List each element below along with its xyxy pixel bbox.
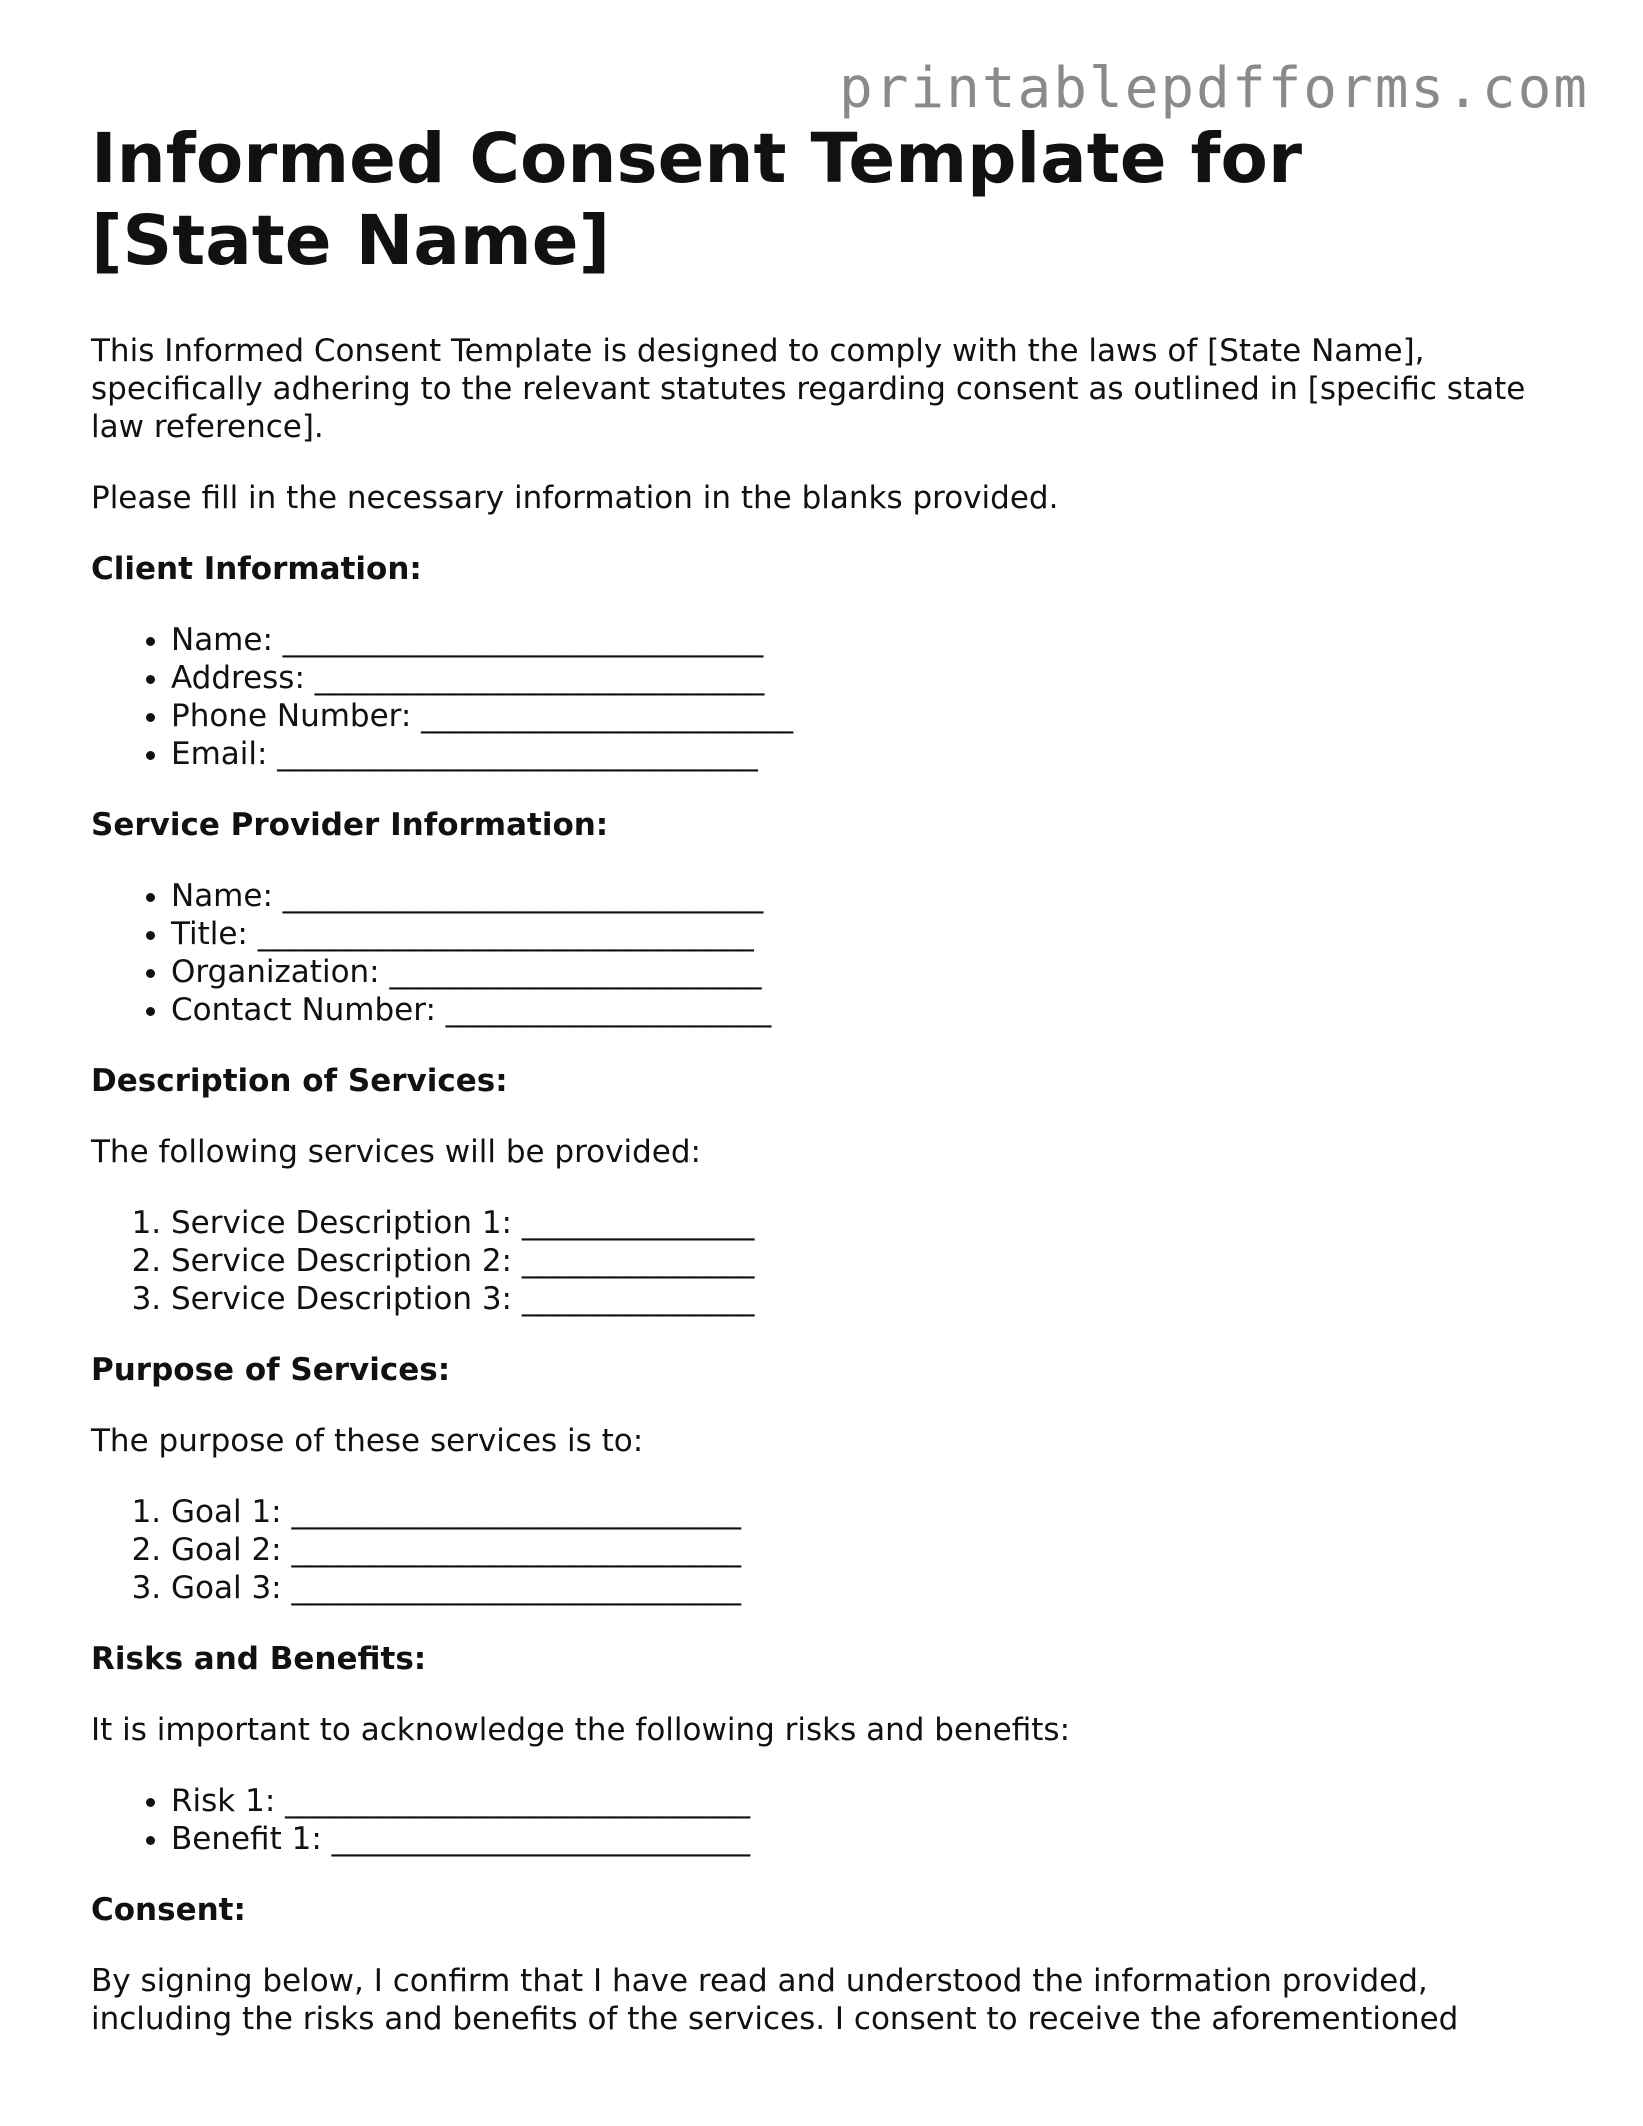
provider-contact-field: • Contact Number: _____________________ <box>171 991 1541 1029</box>
consent-heading: Consent: <box>91 1892 246 1928</box>
client-email-field: • Email: _______________________________ <box>171 735 1541 773</box>
provider-info-list <box>91 877 1541 1029</box>
watermark: printablepdfforms.com <box>838 56 1589 121</box>
document-page <box>91 118 1541 2071</box>
provider-organization-field: • Organization: ________________________ <box>171 953 1541 991</box>
goal-1: 1. Goal 1: _____________________________ <box>171 1493 1541 1531</box>
service-description-3: 3. Service Description 3: _______________ <box>171 1280 1541 1318</box>
goal-2: 2. Goal 2: _____________________________ <box>171 1531 1541 1569</box>
goals-list <box>91 1493 1541 1607</box>
consent-text: By signing below, I confirm that I have read and understood the information provided, including the risks and benefits of the services. I consent to receive the aforementioned <box>91 1963 1459 2037</box>
risk-1: • Risk 1: ______________________________ <box>171 1782 1541 1820</box>
purpose-heading: Purpose of Services: <box>91 1352 451 1388</box>
client-name-field: • Name: _______________________________ <box>171 621 1541 659</box>
client-info-heading: Client Information: <box>91 551 422 587</box>
services-list <box>91 1204 1541 1318</box>
document-title: Informed Consent Template for [State Name] <box>91 119 1302 281</box>
client-address-field: • Address: _____________________________ <box>171 659 1541 697</box>
risks-heading: Risks and Benefits: <box>91 1641 427 1677</box>
intro-paragraph: This Informed Consent Template is designed to comply with the laws of [State Name], specifically adhering to the relevant statutes regarding consent as outlined in [specific state law reference]. <box>91 333 1526 445</box>
client-info-list <box>91 621 1541 773</box>
services-text: The following services will be provided: <box>91 1134 701 1170</box>
services-heading: Description of Services: <box>91 1063 508 1099</box>
risks-text: It is important to acknowledge the following risks and benefits: <box>91 1712 1071 1748</box>
risks-list <box>91 1782 1541 1858</box>
service-description-1: 1. Service Description 1: _______________ <box>171 1204 1541 1242</box>
service-description-2: 2. Service Description 2: _______________ <box>171 1242 1541 1280</box>
purpose-text: The purpose of these services is to: <box>91 1423 644 1459</box>
goal-3: 3. Goal 3: _____________________________ <box>171 1569 1541 1607</box>
provider-info-heading: Service Provider Information: <box>91 807 609 843</box>
instruction-paragraph: Please fill in the necessary information in the blanks provided. <box>91 480 1059 516</box>
client-phone-field: • Phone Number: ________________________ <box>171 697 1541 735</box>
provider-title-field: • Title: ________________________________ <box>171 915 1541 953</box>
benefit-1: • Benefit 1: ___________________________ <box>171 1820 1541 1858</box>
provider-name-field: • Name: _______________________________ <box>171 877 1541 915</box>
